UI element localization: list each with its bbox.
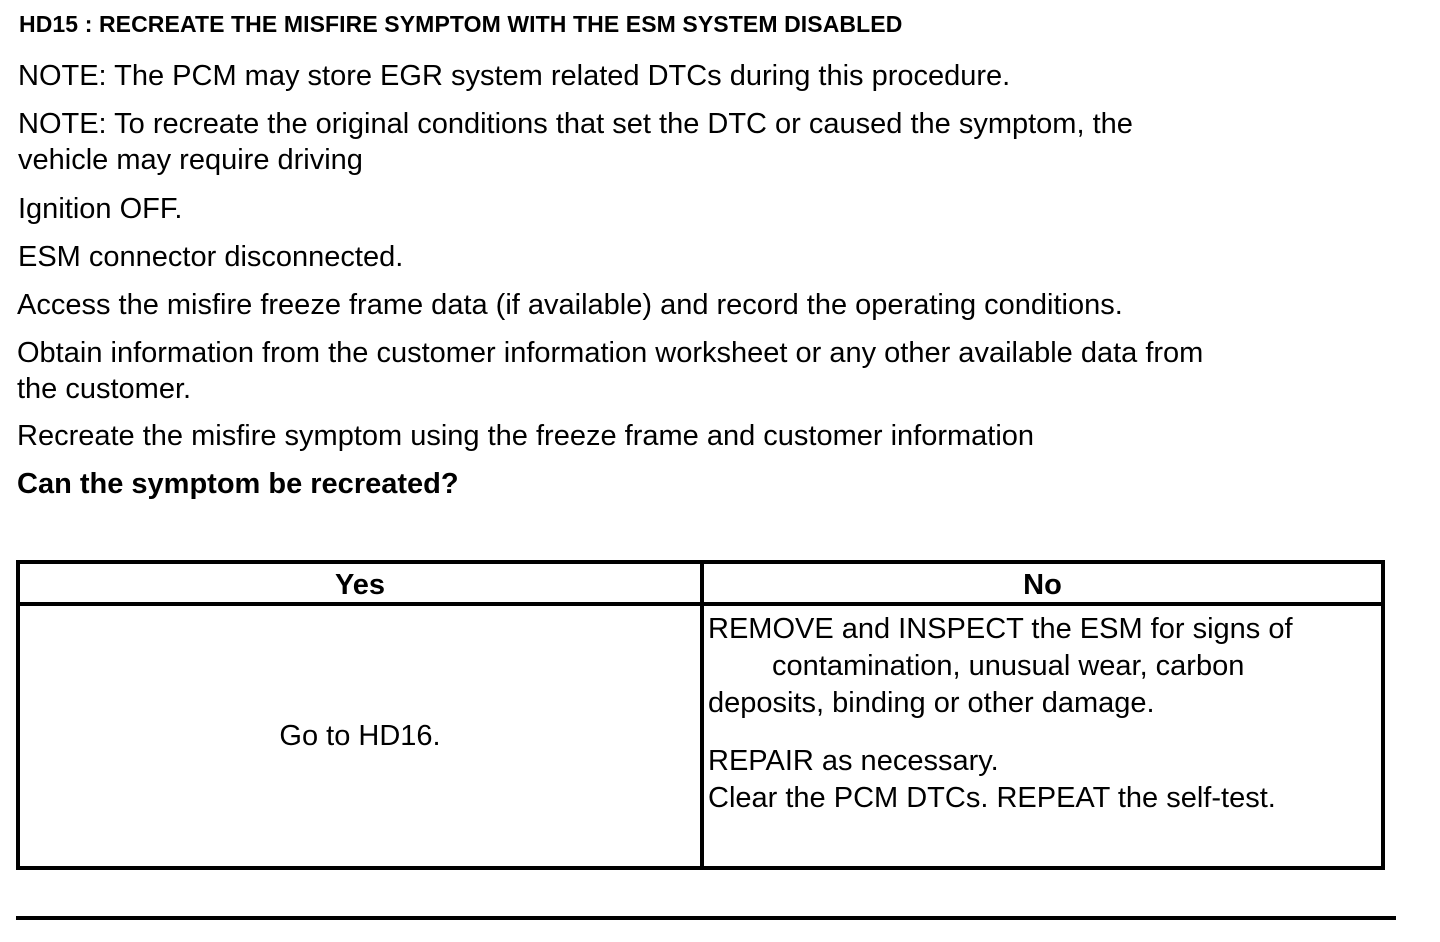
obtain-line-2: the customer. [17,373,192,405]
note-recreate-line-1: NOTE: To recreate the original conditions that set the DTC or caused the symptom, the [18,108,1133,140]
no-action-line-2: contamination, unusual wear, carbon [772,650,1245,682]
note-recreate-line-2: vehicle may require driving [18,144,363,176]
decision-table [16,560,1385,870]
table-header-yes: Yes [335,569,385,601]
note-recreate-conditions [18,106,1133,178]
step-ignition-off: Ignition OFF. [18,193,183,225]
step-heading: HD15 : RECREATE THE MISFIRE SYMPTOM WITH THE ESM SYSTEM DISABLED [19,11,903,37]
obtain-line-1: Obtain information from the customer information worksheet or any other available data from [17,337,1204,369]
no-action-line-1: REMOVE and INSPECT the ESM for signs of [708,613,1293,645]
yes-action-text: Go to HD16. [279,719,441,752]
no-action-line-4: REPAIR as necessary. [708,745,999,777]
step-recreate-symptom: Recreate the misfire symptom using the freeze frame and customer information [17,420,1035,452]
no-action-line-3: deposits, binding or other damage. [708,687,1155,719]
bottom-divider [16,916,1396,920]
table-cell-no [708,611,1381,817]
table-header-no: No [1023,569,1062,601]
decision-question: Can the symptom be recreated? [17,468,459,500]
no-action-inspect [708,611,1381,722]
table-column-divider [700,564,704,866]
step-obtain-customer-info [17,335,1203,407]
step-access-freeze-frame: Access the misfire freeze frame data (if available) and record the operating conditions. [17,289,1123,321]
table-cell-yes [20,606,700,866]
no-action-repair [708,743,1381,817]
step-esm-disconnected: ESM connector disconnected. [18,241,404,273]
note-egr-dtcs: NOTE: The PCM may store EGR system related DTCs during this procedure. [18,60,1011,92]
no-action-line-5: Clear the PCM DTCs. REPEAT the self-test. [708,782,1276,814]
